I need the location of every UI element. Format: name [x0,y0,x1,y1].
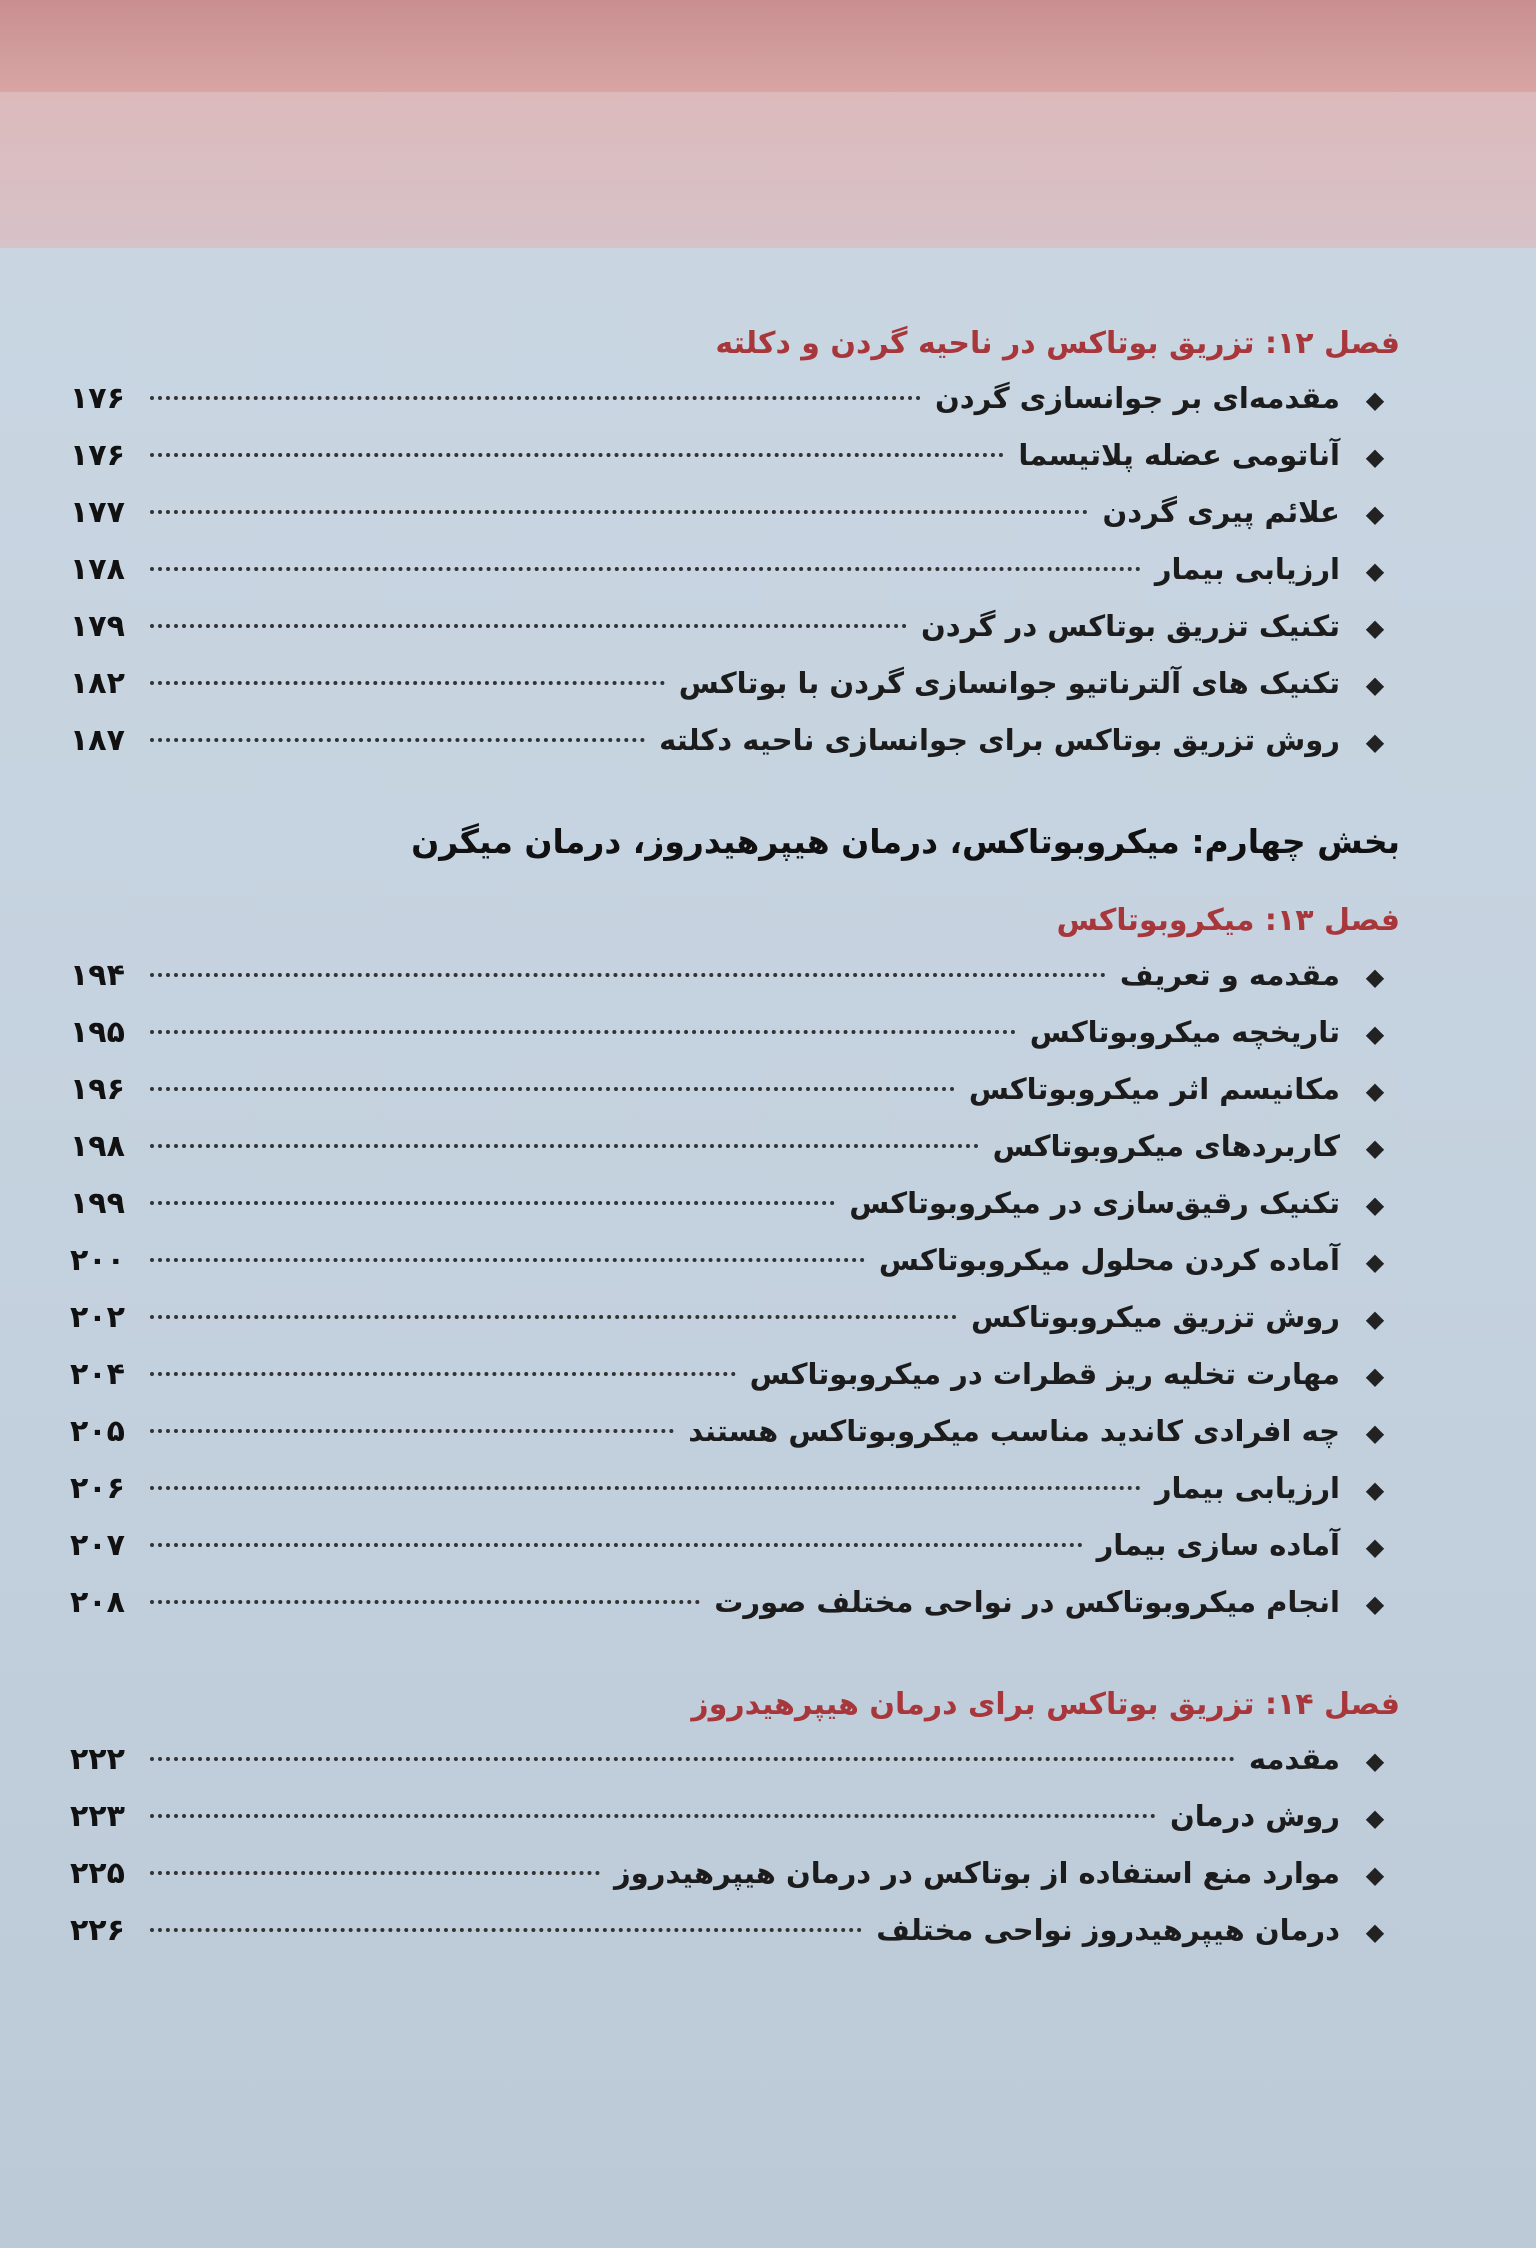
dot-leader [150,738,645,742]
bullet-icon: ◆ [1365,1918,1385,1946]
page-number: ۱۹۴ [70,958,125,993]
cover-band-middle [0,92,1536,252]
dot-leader [150,1087,955,1091]
entry-label: آناتومی عضله پلاتیسما [1018,438,1340,472]
toc-entry [70,484,1400,541]
chapter-14 [70,1679,1400,1959]
dot-leader [150,1600,700,1604]
chapter-title: فصل ۱۴: تزریق بوتاکس برای درمان هیپرهیدروز [691,1687,1400,1722]
bullet-icon: ◆ [1365,1191,1385,1219]
page-number: ۲۲۲ [70,1742,125,1777]
bullet-icon: ◆ [1365,963,1385,991]
bullet-icon: ◆ [1365,1747,1385,1775]
dot-leader [150,1372,736,1376]
bullet-icon: ◆ [1365,1861,1385,1889]
page-number: ۱۷۸ [70,552,125,587]
page-number: ۱۸۲ [70,666,125,701]
bullet-icon: ◆ [1365,1590,1385,1618]
toc-entry [70,712,1400,769]
part-title: بخش چهارم: میکروبوتاکس، درمان هیپرهیدروز، درمان میگرن [411,822,1400,861]
toc-entry [70,1731,1400,1788]
entry-label: مهارت تخلیه ریز قطرات در میکروبوتاکس [749,1357,1340,1391]
toc-entry [70,1118,1400,1175]
entry-label: ارزیابی بیمار [1154,552,1340,586]
page-number: ۱۷۹ [70,609,125,644]
bullet-icon: ◆ [1365,500,1385,528]
bullet-icon: ◆ [1365,1134,1385,1162]
toc-entry [70,1845,1400,1902]
toc-entry [70,1460,1400,1517]
page-number: ۲۰۴ [70,1357,125,1392]
page-number: ۱۹۵ [70,1015,125,1050]
bullet-icon: ◆ [1365,1077,1385,1105]
entry-label: آماده سازی بیمار [1096,1528,1340,1562]
entry-label: تکنیک تزریق بوتاکس در گردن [921,609,1340,643]
dot-leader [150,453,1004,457]
toc-entry [70,1004,1400,1061]
bullet-icon: ◆ [1365,1804,1385,1832]
dot-leader [150,567,1141,571]
bullet-icon: ◆ [1365,671,1385,699]
toc-entry [70,1232,1400,1289]
dot-leader [150,624,907,628]
entry-label: کاربردهای میکروبوتاکس [992,1129,1340,1163]
entry-label: علائم پیری گردن [1102,495,1340,529]
entry-label: روش تزریق بوتاکس برای جوانسازی ناحیه دکلته [659,723,1340,757]
bullet-icon: ◆ [1365,386,1385,414]
toc-entry [70,1788,1400,1845]
toc-entry [70,1346,1400,1403]
toc-entry [70,655,1400,712]
bullet-icon: ◆ [1365,1419,1385,1447]
entry-label: موارد منع استفاده از بوتاکس در درمان هیپرهیدروز [613,1856,1340,1890]
dot-leader [150,1144,979,1148]
toc-entry [70,1061,1400,1118]
page-number: ۲۰۸ [70,1585,125,1620]
bullet-icon: ◆ [1365,557,1385,585]
dot-leader [150,1543,1083,1547]
dot-leader [150,973,1106,977]
page-number: ۲۲۳ [70,1799,125,1834]
entry-label: انجام میکروبوتاکس در نواحی مختلف صورت [714,1585,1340,1619]
dot-leader [150,681,665,685]
entry-label: مقدمه [1248,1742,1340,1776]
bullet-icon: ◆ [1365,614,1385,642]
toc-entry [70,1517,1400,1574]
dot-leader [150,1030,1016,1034]
entry-label: تاریخچه میکروبوتاکس [1029,1015,1340,1049]
bullet-icon: ◆ [1365,1248,1385,1276]
entry-label: تکنیک های آلترناتیو جوانسازی گردن با بوتاکس [678,666,1340,700]
toc-entry [70,1175,1400,1232]
toc-entry [70,370,1400,427]
page-number: ۲۲۶ [70,1913,125,1948]
dot-leader [150,396,921,400]
dot-leader [150,1429,674,1433]
page-number: ۲۲۵ [70,1856,125,1891]
bullet-icon: ◆ [1365,1533,1385,1561]
page-number: ۲۰۶ [70,1471,125,1506]
entry-label: ارزیابی بیمار [1154,1471,1340,1505]
dot-leader [150,1871,600,1875]
toc-entry [70,1574,1400,1631]
entry-label: روش تزریق میکروبوتاکس [970,1300,1340,1334]
page-number: ۲۰۵ [70,1414,125,1449]
bullet-icon: ◆ [1365,1020,1385,1048]
bullet-icon: ◆ [1365,443,1385,471]
dot-leader [150,510,1088,514]
dot-leader [150,1486,1141,1490]
dot-leader [150,1928,862,1932]
bullet-icon: ◆ [1365,1476,1385,1504]
page-number: ۲۰۰ [70,1243,125,1278]
page-number: ۲۰۷ [70,1528,125,1563]
toc-entry [70,1289,1400,1346]
chapter-title: فصل ۱۲: تزریق بوتاکس در ناحیه گردن و دکلته [715,326,1400,361]
bullet-icon: ◆ [1365,728,1385,756]
entry-label: روش درمان [1169,1799,1340,1833]
page-number: ۱۷۶ [70,381,125,416]
page-number: ۱۹۹ [70,1186,125,1221]
toc-entry [70,427,1400,484]
page-number: ۱۹۸ [70,1129,125,1164]
chapter-title: فصل ۱۳: میکروبوتاکس [1056,903,1400,938]
bullet-icon: ◆ [1365,1305,1385,1333]
chapter-13 [70,895,1400,1631]
entry-label: درمان هیپرهیدروز نواحی مختلف [876,1913,1340,1947]
cover-band-top [0,0,1536,100]
entry-label: تکنیک رقیق‌سازی در میکروبوتاکس [849,1186,1340,1220]
dot-leader [150,1258,865,1262]
page-number: ۱۷۶ [70,438,125,473]
entry-label: مقدمه و تعریف [1119,958,1340,992]
page-number: ۱۷۷ [70,495,125,530]
page-number: ۱۹۶ [70,1072,125,1107]
entry-label: چه افرادی کاندید مناسب میکروبوتاکس هستند [688,1414,1340,1448]
table-of-contents [70,318,1400,2007]
page-number: ۱۸۷ [70,723,125,758]
dot-leader [150,1757,1235,1761]
toc-entry [70,1902,1400,1959]
dot-leader [150,1201,835,1205]
toc-entry [70,541,1400,598]
chapter-12 [70,318,1400,769]
toc-entry [70,1403,1400,1460]
dot-leader [150,1315,957,1319]
entry-label: مقدمه‌ای بر جوانسازی گردن [935,381,1340,415]
toc-entry [70,598,1400,655]
toc-entry [70,947,1400,1004]
entry-label: مکانیسم اثر میکروبوتاکس [968,1072,1340,1106]
entry-label: آماده کردن محلول میکروبوتاکس [878,1243,1340,1277]
page-number: ۲۰۲ [70,1300,125,1335]
bullet-icon: ◆ [1365,1362,1385,1390]
dot-leader [150,1814,1156,1818]
